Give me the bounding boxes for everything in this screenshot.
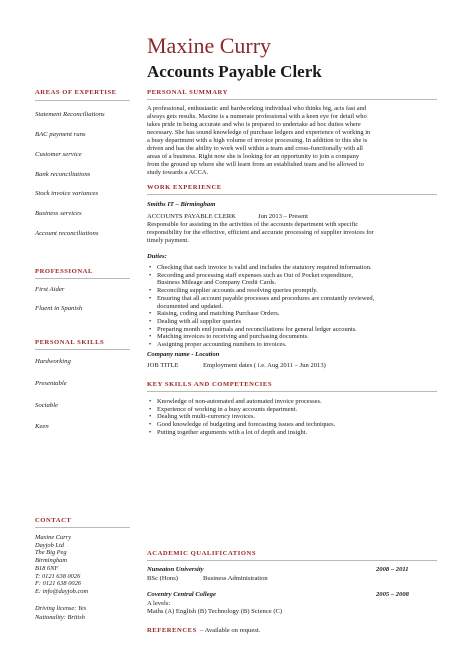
summary-line: driven and has the ability to work well within a team and cross-functionally with all xyxy=(147,145,363,153)
contact-line: Dayjob Ltd xyxy=(35,541,64,549)
role-description xyxy=(147,221,439,245)
summary-line: a busy department with a high volume of invoice processing. In addition to this she is xyxy=(147,137,368,145)
personal-skill-item: Presentable xyxy=(35,380,67,387)
school-1-years: 2008 – 2011 xyxy=(376,566,409,573)
contact-line: Birmingham xyxy=(35,557,67,565)
divider xyxy=(35,100,130,101)
description-line: timely payment. xyxy=(147,237,189,245)
contact-fax: F: 0121 638 0026 xyxy=(35,580,81,588)
role-2: JOB TITLE xyxy=(147,362,179,369)
summary-line: takes pride in being accurate and who is prepared to undertake ad hoc duties where xyxy=(147,121,361,129)
expertise-item: Customer service xyxy=(35,151,82,158)
expertise-item: Stock invoice variances xyxy=(35,190,99,197)
skill-item: • Dealing with multi-currency invoices. xyxy=(147,413,439,421)
role: ACCOUNTS PAYABLE CLERK xyxy=(147,213,236,220)
contact-line: The Big Peg xyxy=(35,549,67,557)
description-line: Responsible for assisting in the activities of the accounts department with specific xyxy=(147,221,359,228)
school-1: Nuneaton University xyxy=(147,566,204,573)
expertise-item: Account reconciliations xyxy=(35,230,99,237)
divider xyxy=(147,99,437,100)
duties-label: Duties: xyxy=(147,253,167,260)
employer-2: Company name - Location xyxy=(147,351,220,358)
skill-item: • Experience of working in a busy accounts department. xyxy=(147,406,439,414)
role-2-dates: Employment dates ( i.e. Aug 2011 – Jun 2013) xyxy=(203,362,326,369)
expertise-item: BAC payment runs xyxy=(35,131,86,138)
academic-qualifications-heading: ACADEMIC QUALIFICATIONS xyxy=(147,550,257,557)
expertise-item: Bank reconciliations xyxy=(35,171,91,178)
expertise-item: Business services xyxy=(35,210,82,217)
personal-summary-text xyxy=(147,105,439,177)
duty-item: • Ensuring that all account payable processes and procedures are constantly reviewed, documented and updated. xyxy=(147,295,439,310)
references-text: – Available on request. xyxy=(200,627,261,634)
areas-of-expertise-heading: AREAS OF EXPERTISE xyxy=(35,89,117,96)
skill-item: • Good knowledge of budgeting and forecasting issues and techniques. xyxy=(147,421,439,429)
degree-1: BSc (Hons) xyxy=(147,575,178,582)
contact-heading: CONTACT xyxy=(35,517,72,524)
a-levels-label: A levels: xyxy=(147,600,171,607)
duty-item: • Raising, coding and matching Purchase Orders. xyxy=(147,310,439,318)
work-experience-heading: WORK EXPERIENCE xyxy=(147,184,222,191)
divider xyxy=(147,391,437,392)
job-title: Accounts Payable Clerk xyxy=(147,62,322,81)
summary-line: A professional, enthusiastic and hardworking individual who thinks big, acts fast and xyxy=(147,105,367,112)
a-levels-grades: Maths (A) English (B) Technology (B) Science (C) xyxy=(147,608,283,615)
personal-summary-heading: PERSONAL SUMMARY xyxy=(147,89,228,96)
professional-item: First Aider xyxy=(35,286,65,293)
contact-line: B18 6NF xyxy=(35,564,59,572)
personal-skill-item: Sociable xyxy=(35,402,59,409)
contact-email: E: info@dayjob.com xyxy=(35,587,89,595)
contact-block xyxy=(35,534,88,596)
summary-line: study towards a ACCA. xyxy=(147,169,209,177)
duty-item: • Dealing with all supplier queries xyxy=(147,318,439,326)
contact-line: Maxine Curry xyxy=(35,534,72,541)
personal-skill-item: Keen xyxy=(35,423,49,430)
professional-heading: PROFESSIONAL xyxy=(35,268,93,275)
role-dates: Jun 2013 – Present xyxy=(258,213,309,220)
employer: Smiths IT – Birmingham xyxy=(147,201,216,208)
duty-item: • Preparing month end journals and reconciliations for general ledger accounts. xyxy=(147,326,439,334)
summary-line: areas of a business. Right now she is looking for an opportunity to join a company xyxy=(147,153,360,161)
summary-line: necessary. She has sound knowledge of purchase ledgers and experience of working in xyxy=(147,129,371,137)
description-line: responsibility for the effective, efficient and accurate processing of supplier invoices for xyxy=(147,229,374,237)
duty-item: • Assigning proper accounting numbers to invoices. xyxy=(147,341,439,349)
divider xyxy=(147,194,437,195)
school-2-years: 2005 – 2008 xyxy=(376,591,409,598)
duty-item: • Recording and processing staff expenses such as Out of Pocket expenditure, Business Mileage and Company Credit Cards. xyxy=(147,272,439,287)
divider xyxy=(35,349,130,350)
contact-phone: T: 0121 638 0026 xyxy=(35,572,81,580)
duty-item: • Checking that each invoice is valid and includes the statutory required information. xyxy=(147,264,439,272)
duty-item: • Reconciling supplier accounts and resolving queries promptly. xyxy=(147,287,439,295)
references-heading: REFERENCES xyxy=(147,627,197,634)
nationality: Nationality: British xyxy=(35,614,85,621)
driving-license: Driving license: Yes xyxy=(35,605,87,612)
school-2: Coventry Central College xyxy=(147,591,216,598)
divider xyxy=(35,527,130,528)
degree-1-subject: Business Administration xyxy=(203,575,268,582)
skill-item: • Putting together arguments with a lot of depth and insight. xyxy=(147,429,439,437)
candidate-name: Maxine Curry xyxy=(147,33,272,58)
key-skills-list xyxy=(147,398,439,437)
professional-item: Fluent in Spanish xyxy=(35,305,83,312)
summary-line: always gets results. Maxine is a numerate professional with a keen eye for detail who xyxy=(147,113,367,121)
divider xyxy=(147,560,437,561)
key-skills-heading: KEY SKILLS AND COMPETENCIES xyxy=(147,381,273,388)
personal-skill-item: Hardworking xyxy=(35,358,71,365)
divider xyxy=(35,278,130,279)
personal-skills-heading: PERSONAL SKILLS xyxy=(35,339,105,346)
duty-item: • Matching invoices to receiving and purchasing documents. xyxy=(147,333,439,341)
duties-list xyxy=(147,264,439,349)
summary-line: from the ground up where she will learn from an established team and be allowed to xyxy=(147,161,364,169)
expertise-item: Statement Reconciliations xyxy=(35,111,105,118)
skill-item: • Knowledge of non-automated and automated invoice processes. xyxy=(147,398,439,406)
